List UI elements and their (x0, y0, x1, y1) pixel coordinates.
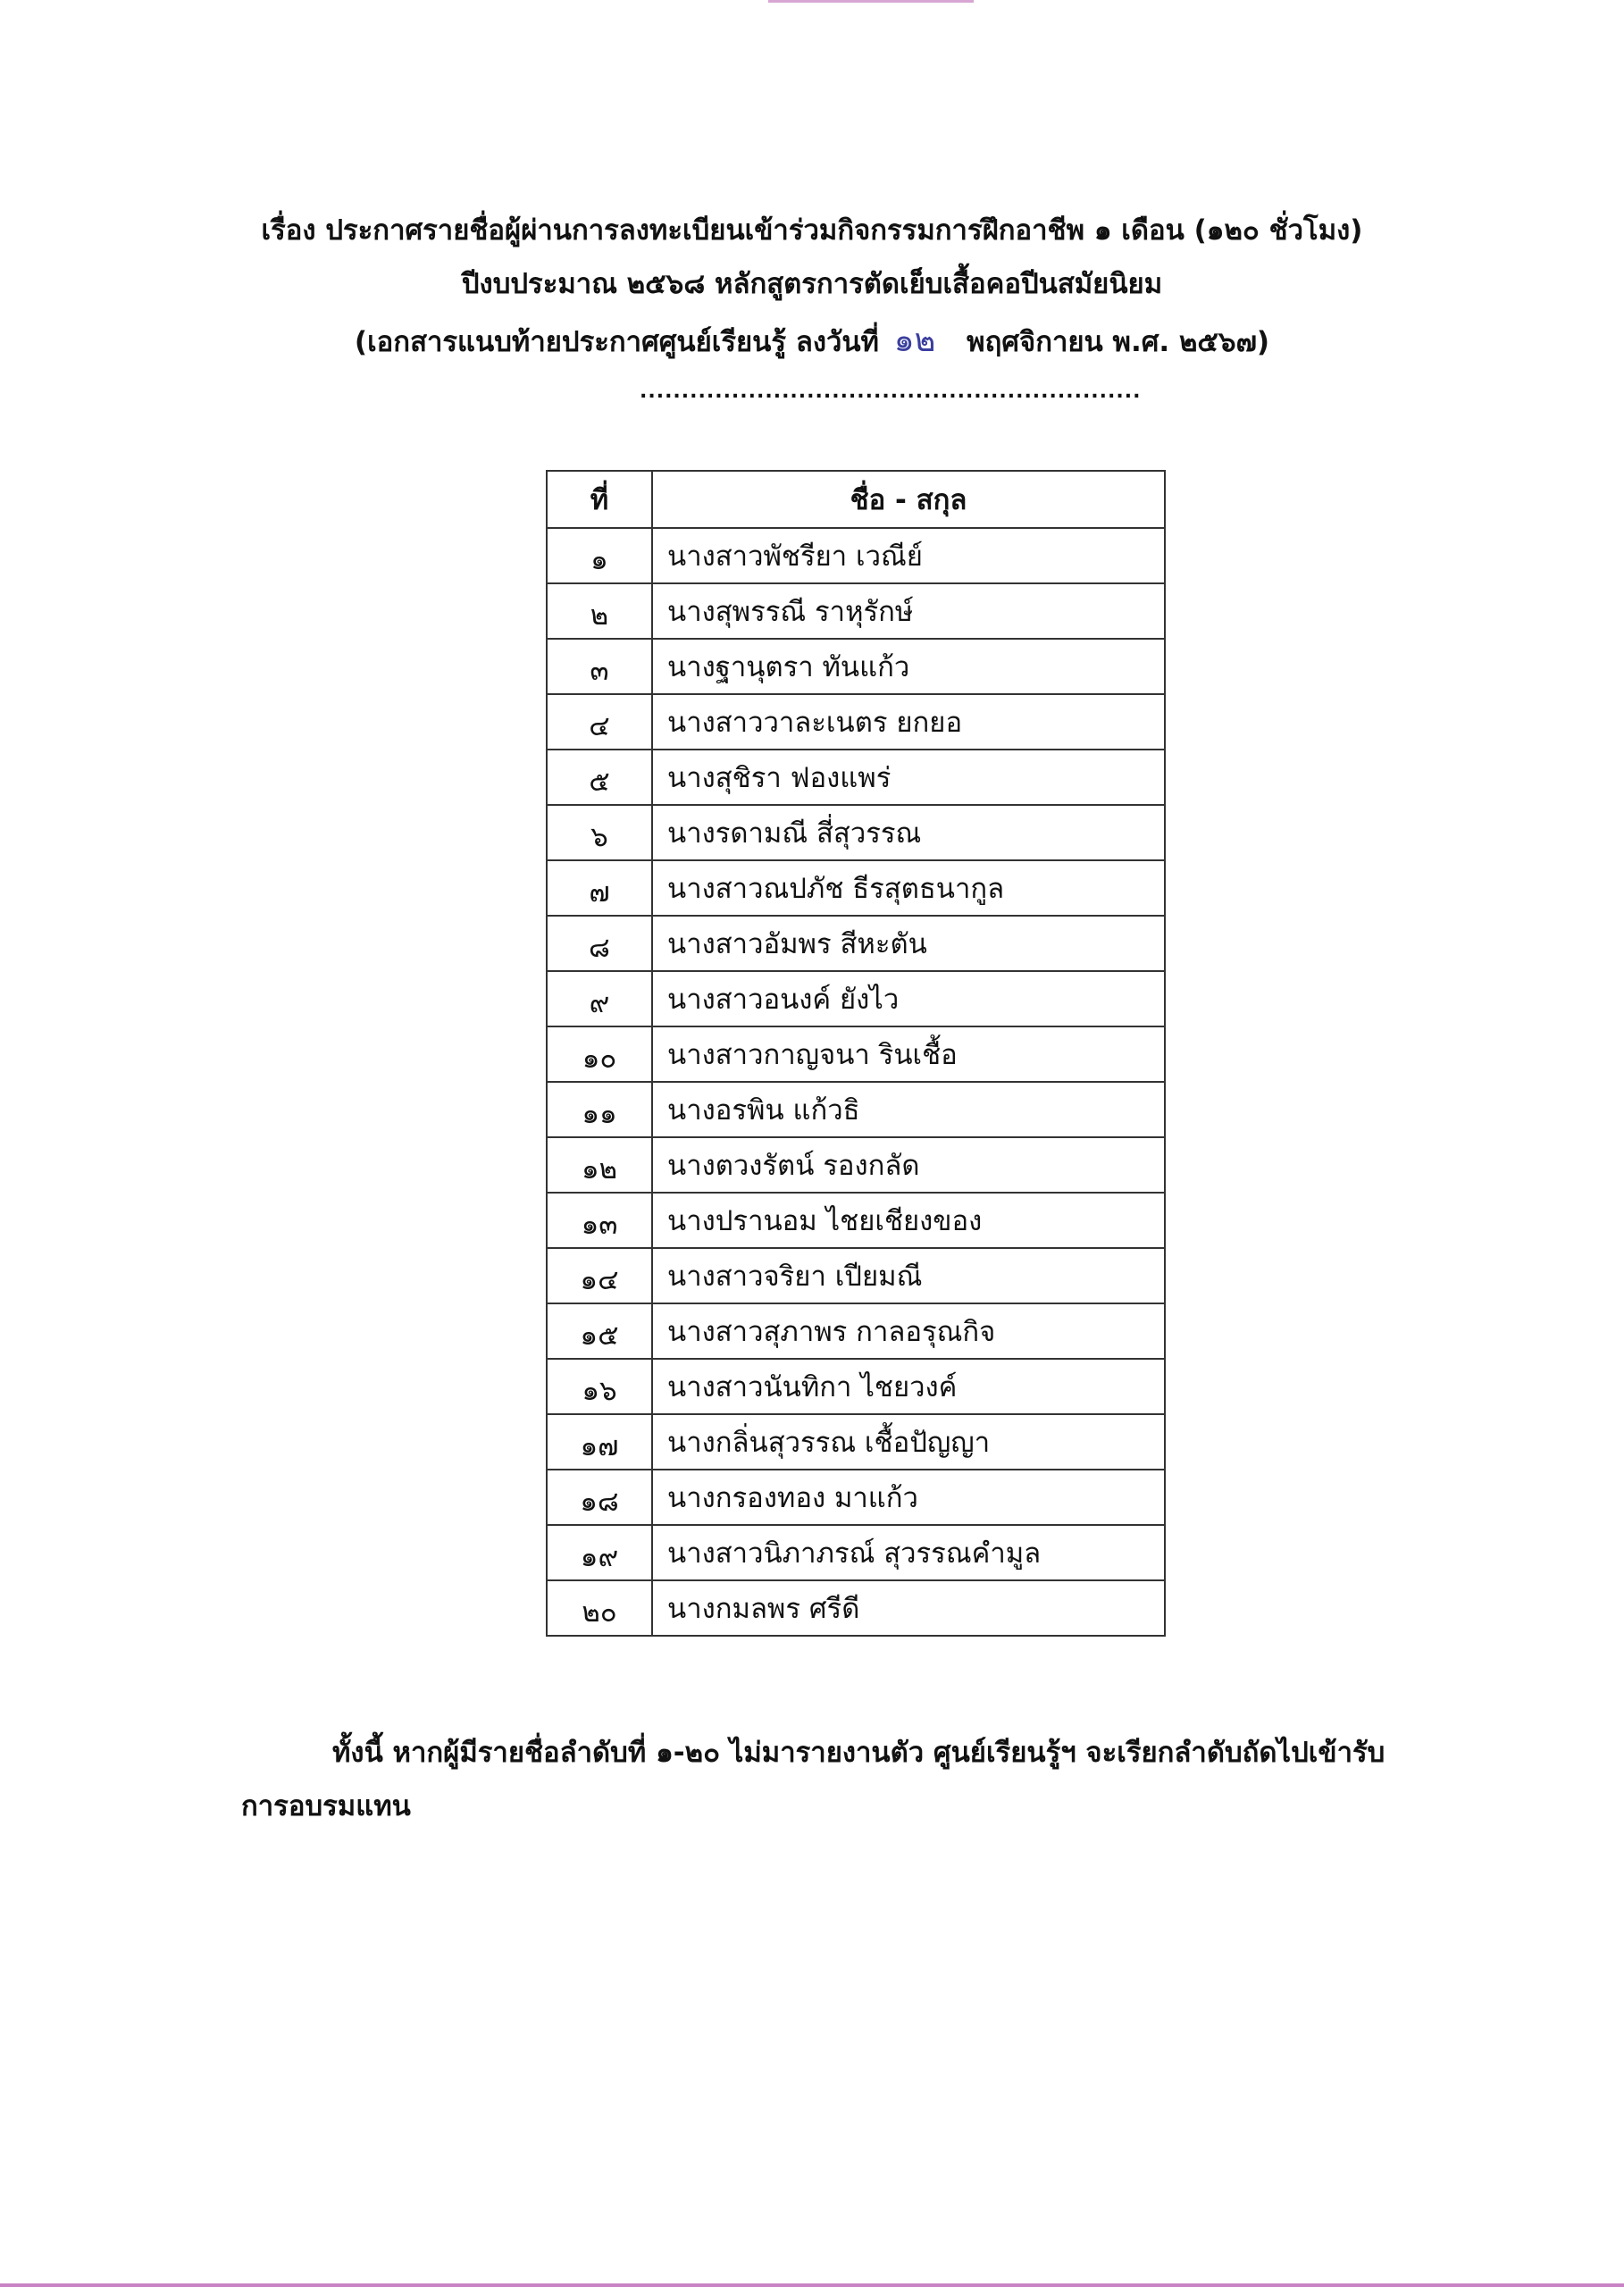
row-number: ๓ (547, 639, 652, 694)
table-row (547, 805, 1165, 860)
table-row (547, 1137, 1165, 1193)
table-row (547, 1303, 1165, 1359)
closing-note-line-2: การอบรมแทน (241, 1790, 411, 1822)
table-row (547, 750, 1165, 805)
table-row (547, 1193, 1165, 1248)
table-row (547, 971, 1165, 1026)
row-number: ๖ (547, 805, 652, 860)
table-header-row (547, 471, 1165, 528)
table-row (547, 1580, 1165, 1636)
row-number: ๑๓ (547, 1193, 652, 1248)
row-number: ๑๖ (547, 1359, 652, 1414)
row-number: ๔ (547, 694, 652, 750)
row-number: ๑๙ (547, 1525, 652, 1580)
row-number: ๙ (547, 971, 652, 1026)
table-row (547, 1026, 1165, 1082)
document-title-line-1: เรื่อง ประกาศรายชื่อผู้ผ่านการลงทะเบียนเข้าร่วมกิจกรรมการฝึกอาชีพ ๑ เดือน (๑๒๐ ชั่วโมง) (261, 214, 1363, 247)
document-title-line-2: ปีงบประมาณ ๒๕๖๘ หลักสูตรการตัดเย็บเสื้อคอปีนสมัยนิยม (461, 268, 1163, 300)
table-row (547, 916, 1165, 971)
table-row (547, 1414, 1165, 1470)
row-number: ๑๑ (547, 1082, 652, 1137)
table-row (547, 1248, 1165, 1303)
row-number: ๑๗ (547, 1414, 652, 1470)
table-row (547, 1525, 1165, 1580)
table-row (547, 860, 1165, 916)
row-number: ๗ (547, 860, 652, 916)
row-name: นางสาวณปภัช ธีรสุตธนากูล (652, 860, 1165, 916)
row-number: ๑๐ (547, 1026, 652, 1082)
participant-table (546, 470, 1166, 1637)
row-name: นางตวงรัตน์ รองกลัด (652, 1137, 1165, 1193)
table-row (547, 583, 1165, 639)
column-header-number: ที่ (547, 471, 652, 528)
row-name: นางกลิ่นสุวรรณ เชื้อปัญญา (652, 1414, 1165, 1470)
row-name: นางสาวจริยา เปียมณี (652, 1248, 1165, 1303)
dotted-separator: ............................................................ (640, 381, 1142, 403)
row-name: นางสาวพัชรียา เวณีย์ (652, 528, 1165, 583)
row-number: ๑๔ (547, 1248, 652, 1303)
closing-note-line-1: ทั้งนี้ หากผู้มีรายชื่อลำดับที่ ๑-๒๐ ไม่มารายงานตัว ศูนย์เรียนรู้ฯ จะเรียกลำดับถัดไปเข้ารับ (332, 1737, 1385, 1769)
column-header-name: ชื่อ - สกุล (652, 471, 1165, 528)
row-name: นางสาวกาญจนา รินเชื้อ (652, 1026, 1165, 1082)
row-name: นางสาววาละเนตร ยกยอ (652, 694, 1165, 750)
row-name: นางสาวนิภาภรณ์ สุวรรณคำมูล (652, 1525, 1165, 1580)
row-name: นางกรองทอง มาแก้ว (652, 1470, 1165, 1525)
attachment-reference-date: พฤศจิกายน พ.ศ. ๒๕๖๗) (967, 326, 1270, 358)
row-name: นางรดามณี สี่สุวรรณ (652, 805, 1165, 860)
attachment-reference-prefix: (เอกสารแนบท้ายประกาศศูนย์เรียนรู้ ลงวันที่ (354, 326, 879, 358)
row-name: นางสาวนันทิกา ไชยวงค์ (652, 1359, 1165, 1414)
handwritten-day-number: ๑๒ (893, 323, 936, 359)
row-name: นางปรานอม ไชยเชียงของ (652, 1193, 1165, 1248)
table-row (547, 1470, 1165, 1525)
row-name: นางสุชิรา ฟองแพร่ (652, 750, 1165, 805)
row-name: นางฐานุตรา ทันแก้ว (652, 639, 1165, 694)
row-name: นางสุพรรณี ราหุรักษ์ (652, 583, 1165, 639)
table-row (547, 528, 1165, 583)
table-row (547, 639, 1165, 694)
row-name: นางกมลพร ศรีดี (652, 1580, 1165, 1636)
table-row (547, 694, 1165, 750)
row-number: ๑ (547, 528, 652, 583)
row-number: ๑๘ (547, 1470, 652, 1525)
row-name: นางสาวอนงค์ ยังไว (652, 971, 1165, 1026)
table-row (547, 1082, 1165, 1137)
top-edge-mark (768, 0, 974, 3)
row-name: นางอรพิน แก้วธิ (652, 1082, 1165, 1137)
row-number: ๕ (547, 750, 652, 805)
row-number: ๒๐ (547, 1580, 652, 1636)
row-number: ๑๕ (547, 1303, 652, 1359)
document-title-line-3 (0, 314, 1624, 365)
row-name: นางสาวอัมพร สีหะตัน (652, 916, 1165, 971)
row-number: ๒ (547, 583, 652, 639)
row-name: นางสาวสุภาพร กาลอรุณกิจ (652, 1303, 1165, 1359)
bottom-edge-mark (0, 2283, 1624, 2287)
table-row (547, 1359, 1165, 1414)
row-number: ๑๒ (547, 1137, 652, 1193)
row-number: ๘ (547, 916, 652, 971)
